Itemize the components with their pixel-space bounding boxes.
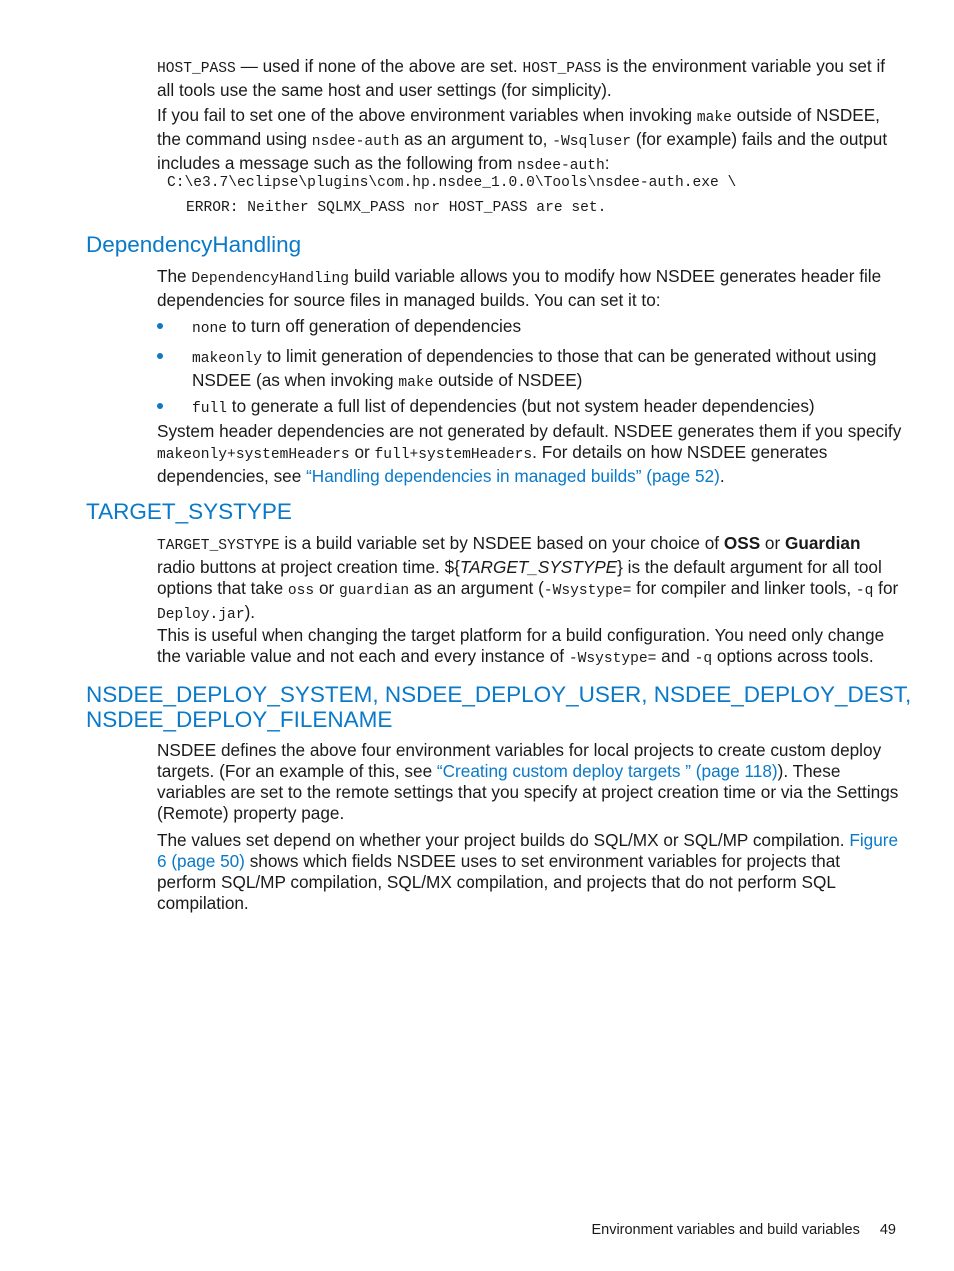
- code-none: none: [192, 321, 228, 337]
- code-deploy-jar: Deploy.jar: [157, 607, 245, 623]
- link-handling-dependencies[interactable]: “Handling dependencies in managed builds” (page 52): [306, 466, 720, 486]
- target-paragraph-description: TARGET_SYSTYPE is a build variable set by NSDEE based on your choice of OSS or Guardian radio buttons at project creation time. ${TARGET_SYSTYPE} is the default argument for all tool options that take oss or guardian as an argument (-Wsystype= for compiler and linker tools, -q for Deploy.jar).: [157, 533, 899, 623]
- list-item-makeonly: makeonly to limit generation of dependencies to those that can be generated without using NSDEE (as when invoking make outside of NSDEE): [157, 346, 902, 394]
- heading-line-1: NSDEE_DEPLOY_SYSTEM, NSDEE_DEPLOY_USER, NSDEE_DEPLOY_DEST,: [86, 682, 912, 707]
- code-full: full: [192, 401, 228, 417]
- bullet-icon: [157, 403, 163, 409]
- code-make: make: [696, 110, 732, 126]
- target-paragraph-usage: This is useful when changing the target platform for a build configuration. You need only change the variable value and not each and every instance of -Wsystype= and -q options across tools.: [157, 625, 885, 667]
- code-block-line-2: ERROR: Neither SQLMX_PASS nor HOST_PASS are set.: [186, 200, 607, 216]
- code-wsystype: -Wsystype=: [568, 651, 657, 667]
- section-heading-dependency-handling: DependencyHandling: [86, 232, 302, 257]
- code-makeonly: makeonly: [192, 351, 263, 367]
- page-number: 49: [879, 1222, 896, 1238]
- bullet-icon: [157, 353, 163, 359]
- intro-paragraph-host-pass: HOST_PASS — used if none of the above are set. HOST_PASS is the environment variable you set if all tools use the same host and user settings (for simplicity).: [157, 56, 886, 100]
- code-oss: oss: [287, 583, 315, 599]
- code-q: -q: [855, 583, 874, 599]
- code-make: make: [398, 375, 434, 391]
- code-guardian: guardian: [339, 583, 410, 599]
- code-target-systype: TARGET_SYSTYPE: [157, 538, 280, 554]
- code-nsdee-auth: nsdee-auth: [311, 134, 400, 150]
- code-block-line-1: C:\e3.7\eclipse\plugins\com.hp.nsdee_1.0.0\Tools\nsdee-auth.exe \: [167, 175, 737, 191]
- ui-label-guardian: Guardian: [785, 533, 861, 553]
- code-wsystype: -Wsystype=: [543, 583, 632, 599]
- deploy-paragraph-definition: NSDEE defines the above four environment variables for local projects to create custom deploy targets. (For an example of this, see “Creating custom deploy targets ” (page 118)). These variables are set to the remote settings that you specify at project creation time or via the Settings (Remote) property page.: [157, 740, 899, 823]
- code-makeonly-system-headers: makeonly+systemHeaders: [157, 447, 350, 463]
- list-item-none: none to turn off generation of dependencies: [157, 316, 902, 340]
- page-footer: [591, 1222, 896, 1238]
- variable-target-systype: TARGET_SYSTYPE: [459, 557, 618, 577]
- code-q: -q: [694, 651, 713, 667]
- code-wsqluser: -Wsqluser: [552, 134, 632, 150]
- heading-line-2: NSDEE_DEPLOY_FILENAME: [86, 707, 393, 732]
- deploy-paragraph-values: The values set depend on whether your project builds do SQL/MX or SQL/MP compilation. Figure 6 (page 50) shows which fields NSDEE uses to set environment variables for projects that perform SQL/MP compilation, SQL/MX compilation, and projects that do not perform SQL compilation.: [157, 830, 899, 913]
- footer-title: Environment variables and build variables: [591, 1222, 860, 1238]
- code-full-system-headers: full+systemHeaders: [374, 447, 533, 463]
- code-dependency-handling: DependencyHandling: [191, 271, 350, 287]
- code-nsdee-auth: nsdee-auth: [517, 158, 605, 174]
- section-heading-nsdee-deploy: [86, 682, 911, 732]
- code-host-pass: HOST_PASS: [157, 61, 236, 77]
- intro-paragraph-failure: If you fail to set one of the above environment variables when invoking make outside of NSDEE, the command using nsdee-auth as an argument to, -Wsqluser (for example) fails and the output includes a message such as the following from nsdee-auth:: [157, 105, 888, 174]
- ui-label-oss: OSS: [723, 533, 761, 553]
- list-item-full: full to generate a full list of dependencies (but not system header dependencies): [157, 396, 902, 420]
- dependency-paragraph-system-headers: System header dependencies are not generated by default. NSDEE generates them if you specify makeonly+systemHeaders or full+systemHeaders. For details on how NSDEE generates dependencies, see “Handling dependencies in managed builds” (page 52).: [157, 421, 902, 486]
- bullet-icon: [157, 323, 163, 329]
- link-figure-6[interactable]: Figure 6 (page 50): [157, 830, 899, 871]
- link-creating-custom-deploy-targets[interactable]: “Creating custom deploy targets ” (page 118): [436, 761, 778, 781]
- code-host-pass: HOST_PASS: [522, 61, 602, 77]
- section-heading-target-systype: TARGET_SYSTYPE: [86, 499, 292, 524]
- dependency-paragraph-intro: The DependencyHandling build variable allows you to modify how NSDEE generates header file dependencies for source files in managed builds. You can set it to:: [157, 266, 882, 310]
